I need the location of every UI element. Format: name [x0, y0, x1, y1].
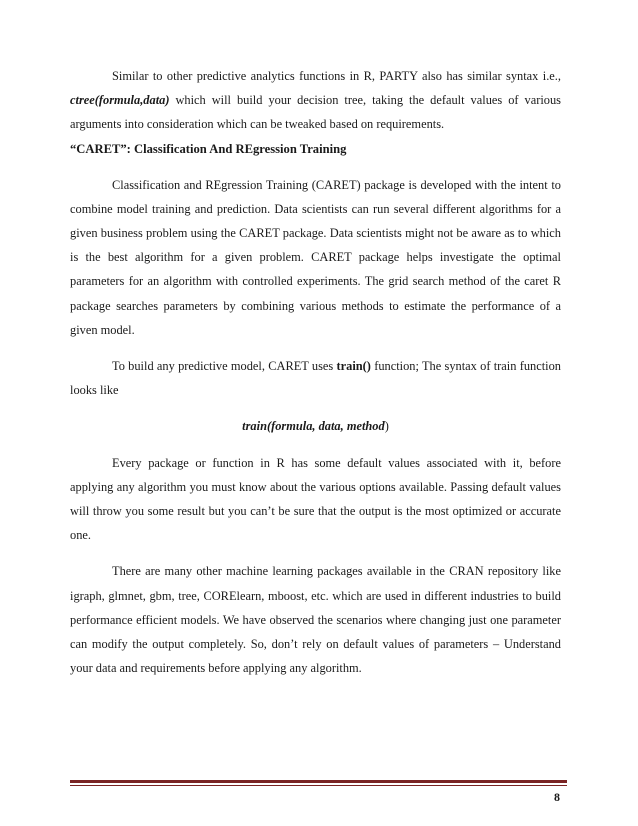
page-body [70, 64, 561, 680]
paragraph-text: which will build your decision tree, taking the default values of various arguments into consideration which can be tweaked based on requirements. [70, 93, 561, 132]
page-number: 8 [554, 790, 560, 804]
paragraph-text: To build any predictive model, CARET uses [112, 359, 337, 374]
paragraph-text: function; The syntax of train function looks like [70, 359, 561, 398]
train-formula [70, 414, 561, 438]
paragraph-other-packages: There are many other machine learning packages available in the CRAN repository like igraph, glmnet, gbm, tree, CORElearn, mboost, etc. which are used in different industries to build performance efficient models. We have observed the scenarios where changing just one parameter can modify the output completely. So, don’t rely on default values of parameters – Understand your data and requirements before applying any algorithm. [70, 564, 561, 676]
train-formula-call: train(formula, data, method [242, 419, 385, 434]
paragraph-text: Similar to other predictive analytics functions in R, PARTY also has similar syntax i.e., [112, 69, 561, 83]
section-heading-caret: “CARET”: Classification And REgression Training [70, 141, 347, 156]
paragraph-train-function [70, 354, 561, 402]
paragraph-party-syntax [70, 64, 561, 137]
paragraph-caret-intro: Classification and REgression Training (CARET) package is developed with the intent to combine model training and prediction. Data scientists can run several different algorithms for a given business problem using the CARET package. Data scientists might not be aware as to which is the best algorithm for a given problem. CARET package helps investigate the optimal parameters for an algorithm with controlled experiments. The grid search method of the caret R package searches parameters by combining various methods to estimate the performance of a given model. [70, 177, 561, 337]
footer-rule [70, 780, 567, 783]
train-function-name: train() [336, 359, 371, 374]
paragraph-default-values: Every package or function in R has some default values associated with it, before applying any algorithm you must know about the various options available. Passing default values will throw you some result but you can’t be sure that the output is the most optimized or accurate one. [70, 455, 561, 543]
train-formula-close: ) [384, 419, 389, 434]
footer-rule-thin [70, 785, 567, 786]
ctree-code: ctree(formula,data) [70, 93, 170, 108]
